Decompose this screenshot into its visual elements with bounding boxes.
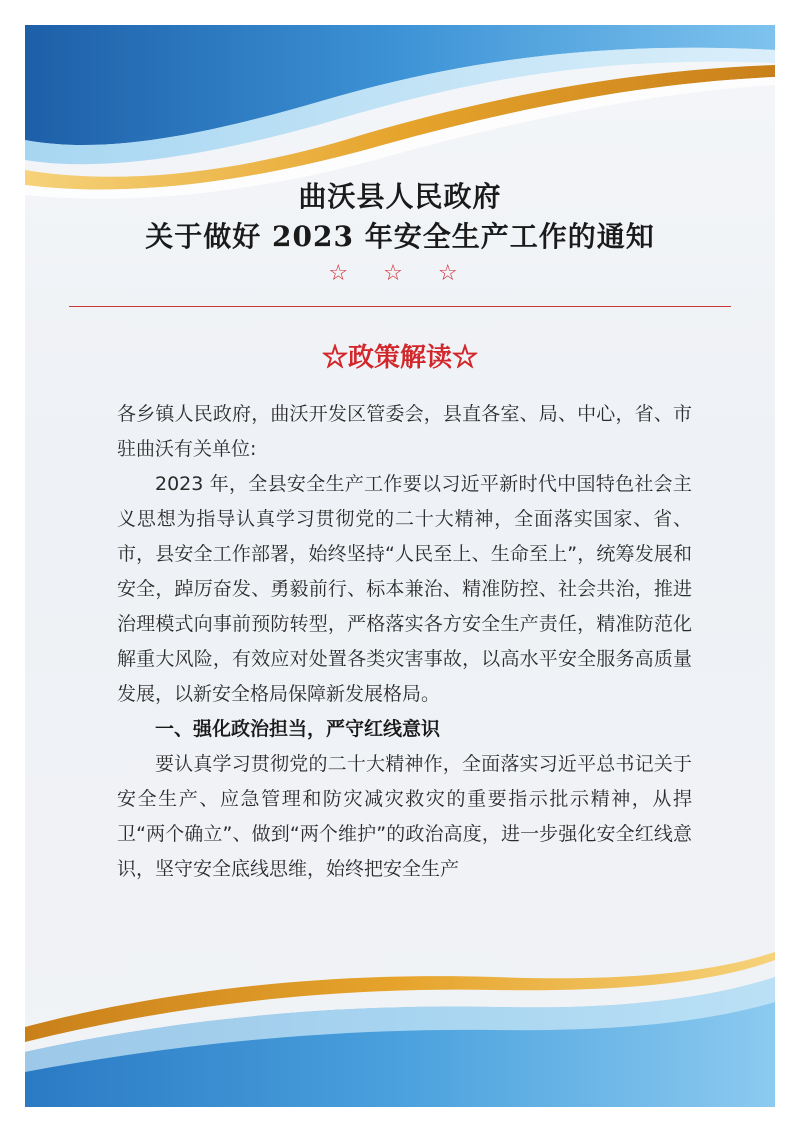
- red-divider: [69, 306, 731, 307]
- notice-title-line2: 关于做好 2023 年安全生产工作的通知: [145, 220, 655, 253]
- section-heading-1: 一、强化政治担当，严守红线意识: [155, 718, 441, 740]
- salutation: 各乡镇人民政府，曲沃开发区管委会，县直各室、局、中心，省、市驻曲沃有关单位:: [117, 403, 692, 460]
- star-ornament: ☆ ☆ ☆: [328, 261, 472, 286]
- paragraph-section-1: 要认真学习贯彻党的二十大精神作，全面落实习近平总书记关于安全生产、应急管理和防灾减灾救灾的重要指示批示精神，从捍卫“两个确立”、做到“两个维护”的政治高度，进一步强化安全红线意识，坚守安全底线思维，始终把安全生产: [117, 753, 692, 880]
- policy-interpretation-label: ☆政策解读☆: [321, 343, 478, 373]
- notice-body: [117, 397, 692, 887]
- document-page: [25, 25, 775, 1107]
- paragraph-intro: 2023 年，全县安全生产工作要以习近平新时代中国特色社会主义思想为指导认真学习贯彻党的二十大精神，全面落实国家、省、市，县安全工作部署，始终坚持“人民至上、生命至上”，统筹发展和安全，踔厉奋发、勇毅前行、标本兼治、精准防控、社会共治，推进治理模式向事前预防转型，严格落实各方安全生产责任，精准防范化解重大风险，有效应对处置各类灾害事故，以高水平安全服务高质量发展，以新安全格局保障新发展格局。: [117, 473, 692, 705]
- bottom-wave-decoration: [25, 932, 775, 1107]
- notice-title-line1: 曲沃县人民政府: [298, 180, 502, 213]
